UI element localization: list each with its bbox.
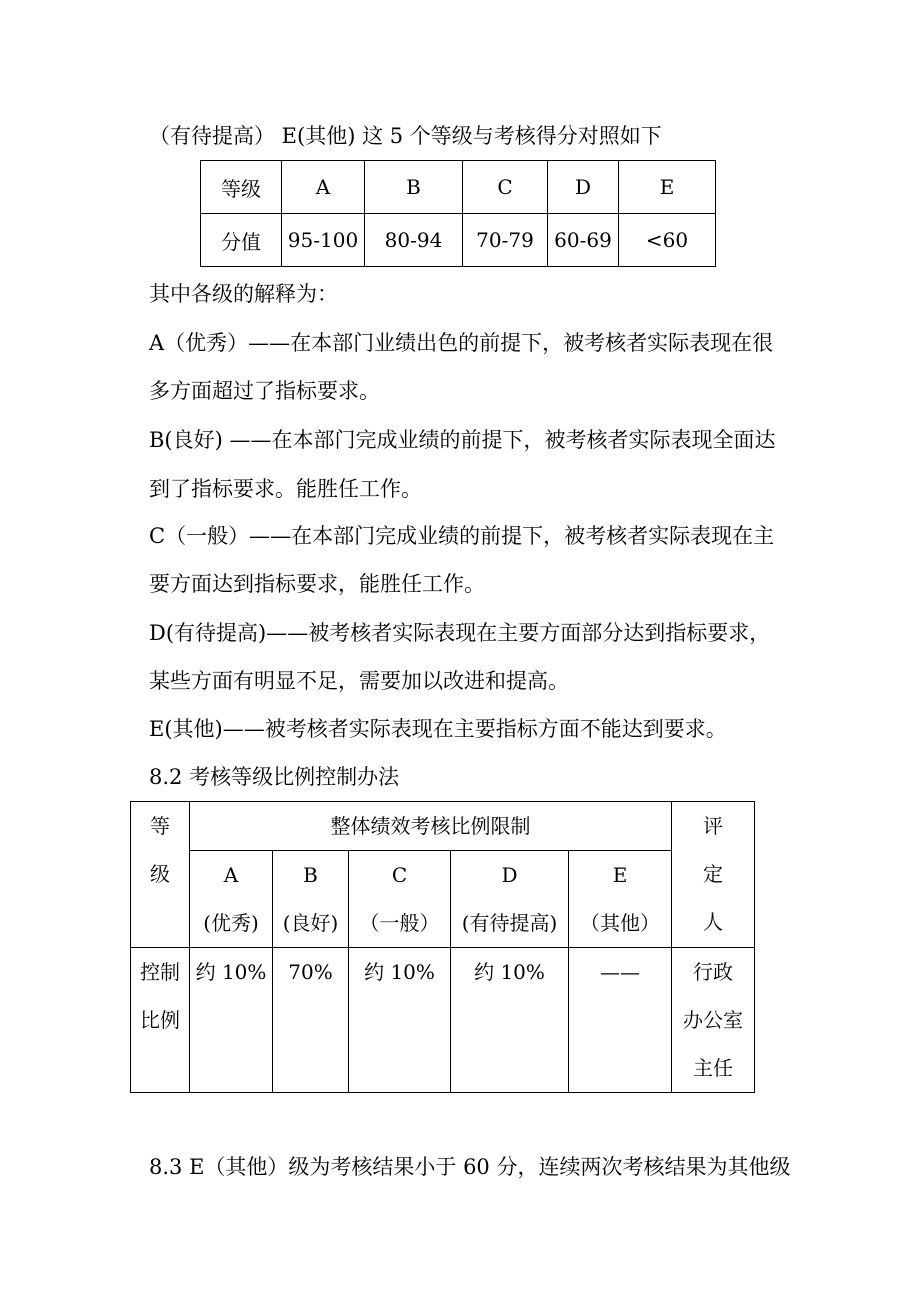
section-8-3-text: 8.3 E（其他）级为考核结果小于 60 分，连续两次考核结果为其他级: [149, 1155, 791, 1179]
table-cell: D: [548, 161, 619, 214]
grade-letter: C: [391, 863, 408, 887]
evaluator-line: 办公室: [683, 1008, 743, 1032]
table-row: [201, 161, 716, 214]
table-row: [201, 214, 716, 267]
intro-line: （有待提高） E(其他) 这 5 个等级与考核得分对照如下: [149, 124, 662, 148]
grade-d-line-1: D(有待提高)——被考核者实际表现在主要方面部分达到指标要求，: [149, 621, 771, 645]
grade-letter: E: [612, 863, 628, 887]
evaluator-cell: [672, 948, 755, 1093]
grade-name: (优秀): [203, 911, 259, 935]
grade-header-char: 等: [150, 814, 170, 838]
grade-letter: D: [501, 863, 518, 887]
explain-heading: 其中各级的解释为：: [149, 282, 338, 306]
grade-letter: B: [303, 863, 318, 887]
table-row: [131, 851, 755, 948]
table-cell: E: [619, 161, 716, 214]
grade-name: （其他）: [580, 911, 660, 935]
grade-col-d: [451, 851, 569, 948]
evaluator-header-char: 定: [703, 862, 723, 886]
table-cell: A: [282, 161, 365, 214]
grade-c-line-1: C（一般）——在本部门完成业绩的前提下，被考核者实际表现在主: [149, 524, 775, 548]
grade-c-line-2: 要方面达到指标要求，能胜任工作。: [149, 572, 485, 596]
table-cell: 70-79: [463, 214, 548, 267]
grade-name: （一般）: [359, 911, 440, 935]
grade-b-line-1: B(良好) ——在本部门完成业绩的前提下，被考核者实际表现全面达: [149, 428, 776, 452]
table-cell: <60: [619, 214, 716, 267]
table-cell: 分值: [201, 214, 282, 267]
grade-d-line-2: 某些方面有明显不足，需要加以改进和提高。: [149, 669, 569, 693]
evaluator-line: 主任: [693, 1056, 733, 1080]
evaluator-line: 行政: [693, 960, 733, 984]
row-label-line: 比例: [140, 1008, 180, 1032]
row-label-line: 控制: [140, 960, 180, 984]
evaluator-header-cell: [672, 802, 755, 948]
grade-col-e: [569, 851, 672, 948]
grade-e-line: E(其他)——被考核者实际表现在主要指标方面不能达到要求。: [149, 717, 727, 741]
ratio-value-d: 约 10%: [451, 948, 569, 1093]
evaluator-header-char: 人: [703, 910, 723, 934]
grade-col-b: [273, 851, 349, 948]
ratio-table: [130, 801, 755, 1093]
grade-col-c: [349, 851, 451, 948]
ratio-value-a: 约 10%: [190, 948, 273, 1093]
grade-a-line-2: 多方面超过了指标要求。: [149, 379, 380, 403]
evaluator-header-char: 评: [703, 814, 723, 838]
grade-a-line-1: A（优秀）——在本部门业绩出色的前提下，被考核者实际表现在很: [149, 331, 774, 355]
ratio-value-e: ——: [569, 948, 672, 1093]
table-cell: C: [463, 161, 548, 214]
grade-col-a: [190, 851, 273, 948]
table-cell: B: [365, 161, 463, 214]
grade-name: (有待提高): [461, 911, 558, 935]
grade-header-char: 级: [150, 862, 170, 886]
table-row: [131, 948, 755, 1093]
section-8-2-heading: 8.2 考核等级比例控制办法: [149, 765, 400, 789]
table-cell: 60-69: [548, 214, 619, 267]
score-table: [200, 160, 716, 267]
grade-header-cell: [131, 802, 190, 948]
ratio-value-b: 70%: [273, 948, 349, 1093]
grade-name: (良好): [282, 911, 339, 935]
table-cell: 95-100: [282, 214, 365, 267]
group-header-cell: 整体绩效考核比例限制: [190, 802, 672, 851]
table-cell: 等级: [201, 161, 282, 214]
table-row: [131, 802, 755, 851]
table-cell: 80-94: [365, 214, 463, 267]
grade-b-line-2: 到了指标要求。能胜任工作。: [149, 477, 422, 501]
ratio-value-c: 约 10%: [349, 948, 451, 1093]
row-label-cell: [131, 948, 190, 1093]
grade-letter: A: [223, 863, 239, 887]
